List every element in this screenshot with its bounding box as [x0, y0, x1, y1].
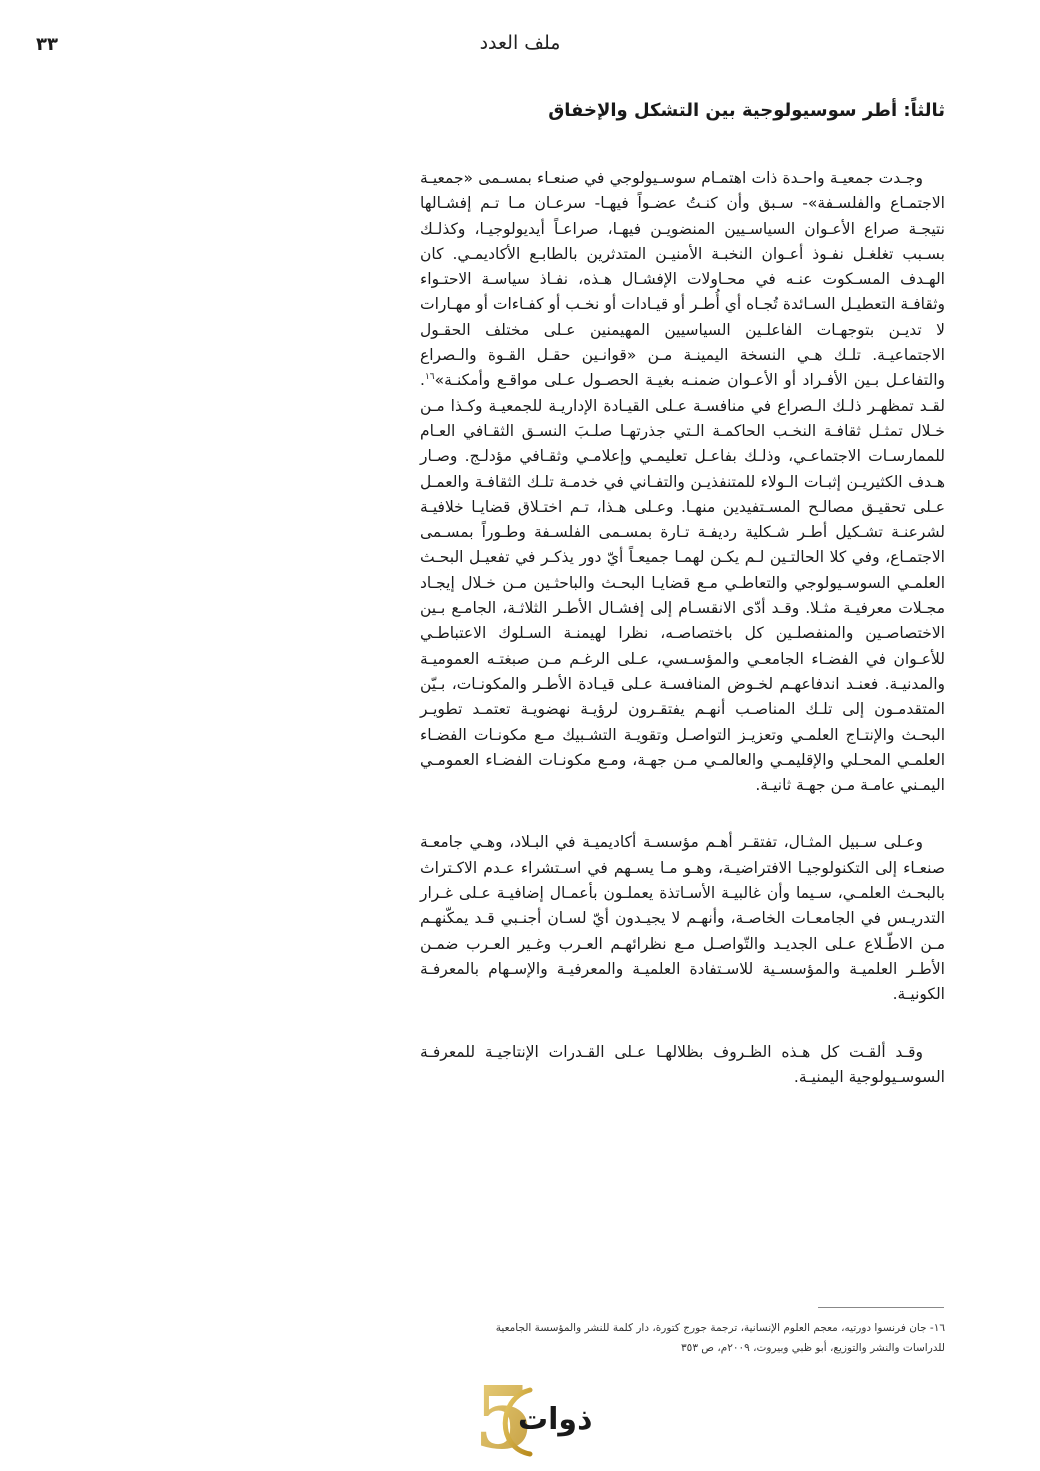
paragraph-1 [420, 166, 945, 798]
section-heading: ثالثاً: أطر سوسيولوجية بين التشكل والإخفاق [548, 100, 945, 121]
paragraph-3: وقـد ألقـت كل هـذه الظـروف بظلالهـا عـلى القـدرات الإنتاجيـة للمعرفـة السوسـيولوجية اليمنيـة. [420, 1042, 945, 1086]
running-header: ملف العدد [479, 32, 561, 54]
paragraph-1-text-a: وجـدت جمعيـة واحـدة ذات اهتمـام سوسـيولوجي في صنعـاء بمسـمى «جمعيـة الاجتمـاع والفلسـفة»- سـبق وأن كنـتُ عضـواً فيهـا- سرعـان مـا تـم إفشـالها نتيجـة صراع الأعـوان السياسـيين المنضويـن فيهـا، صراعـاً أيديولوجيـا، وكذلـك بسـبب تغلغـل نفـوذ أعـوان النخبـة الأمنيـن المتدثرين بالطابـع الأكاديمـي. كان الهـدف المسـكوت عنـه في محـاولات الإفشـال هـذه، نفـاذ سياسـة الاحتـواء وثقافـة التعطيـل السـائدة تُجـاه أي أُطـر أو قيـادات أو نخـب أو كفـاءات أو مهـارات لا تديـن بتوجهـات الفاعلـين السياسيين المهيمنين عـلى مختلف الحقـول الاجتماعيـة. تلـك هـي النسخة اليمينـة مـن «قوانـين حقـل القـوة والـصراع والتفاعـل بـين الأفـراد أو الأعـوان ضمنـه بغيـة الحصـول عـلى مواقـع وأمكنـة» [420, 169, 945, 390]
footnote-line-1: ١٦- جان فرنسوا دورتيه، معجم العلوم الإنسانية، ترجمة جورج كتورة، دار كلمة للنشر والمؤسسة الجامعية [495, 1322, 945, 1334]
article-body [420, 98, 945, 1122]
footnote-divider [818, 1307, 944, 1308]
footnote-reference[interactable]: ١٦ [424, 372, 435, 383]
paragraph-1-text-b: . لقـد تمظهـر ذلـك الـصراع في منافسـة عـلى القيـادة الإداريـة للجمعيـة وكـذا مـن خـلال تمثـل ثقافـة النخـب الحاكمـة الـتي جذرتهـا صلـبَ النسـق الثقـافي العـام للممارسـات الاجتماعـي، وذلـك بفاعـل تعليمـي وإعلامـي وثقـافي مؤدلـج. وصـار هـدف الكثيريـن إثبـات الـولاء للمتنفذيـن والتفـاني في خدمـة تلـك الثقافـة والعمـل عـلى تحقيـق مصالـح المسـتفيدين منهـا. وعـلى هـذا، تـم اختـلاق قضايـا خلافيـة لشرعنـة تشـكيل أطـر شـكلية رديفـة تـارة بمسـمى الفلسـفة وطـوراً بمسـمى الاجتمـاع، وفي كلا الحالتـين لـم يكـن لهمـا جميعـاً أيّ دور يذكـر في تفعيـل البحـث العلمـي السوسـيولوجي والتعاطـي مـع قضايـا البحـث والباحثـين مـن خـلال إيجـاد مجـلات معرفيـة مثـلا. وقـد أدّى الانقسـام إلى إفشـال الأطـر الثلاثـة، الجامـع بـين الاختصاصـين والمنفصلـين كل باختصاصـه، نظرا لهيمنـة السـلوك الاعتباطـي للأعـوان في الفضـاء الجامعـي والمؤسـسي، عـلى الرغـم مـن صبغتـه العموميـة والمدنيـة. فعنـد اندفاعهـم لخـوض المنافسـة عـلى قيـادة الأطـر والمكونـات، بـيّن المتقدمـون إلى تلـك المناصـب أنهـم يفتقـرون لرؤيـة نهضويـة تعتمـد تطويـر البحـث والإنتـاج العلمـي وتعزيـز التواصـل وتقويـة التشـبيك مـع مكونـات الفضـاء العلمـي المحـلي والإقليمـي والعالمـي مـن جهـة، ومـع مكونـات الفضـاء العمومـي اليمـني عامـة مـن جهـة ثانيـة. [420, 371, 945, 795]
page-number: ٣٣ [36, 34, 58, 55]
footnote [420, 1318, 945, 1358]
paragraph-2: وعـلى سـبيل المثـال، تفتقـر أهـم مؤسسـة أكاديميـة في البـلاد، وهـي جامعـة صنعـاء إلى التكنولوجيـا الافتراضيـة، وهـو مـا يسـهم في اسـتشراء عـدم الاكـتراث بالبحـث العلمـي، سـيما وأن غالبيـة الأسـاتذة يعملـون بأعمـال إضافيـة عـلى غـرار التدريـس في الجامعـات الخاصـة، وأنهـم لا يجيـدون أيّ لسـان أجنـبي قـد يمكّنهـم مـن الاطّـلاع عـلى الجديـد والتّواصـل مـع نظرائهـم العـرب وغـير العـرب ضمـن الأطـر العلميـة والمؤسسـية للاسـتفادة العلميـة والمعرفيـة والإسـهام بالمعرفـة الكونيـة. [420, 833, 945, 1004]
footnote-line-2: للدراسات والنشر والتوزيع، أبو ظبي وبيروت، ٢٠٠٩م، ص ٣٥٣ [681, 1342, 945, 1354]
logo-numeral: 5 [474, 1376, 534, 1458]
logo-wordmark: ذوات [518, 1402, 593, 1437]
